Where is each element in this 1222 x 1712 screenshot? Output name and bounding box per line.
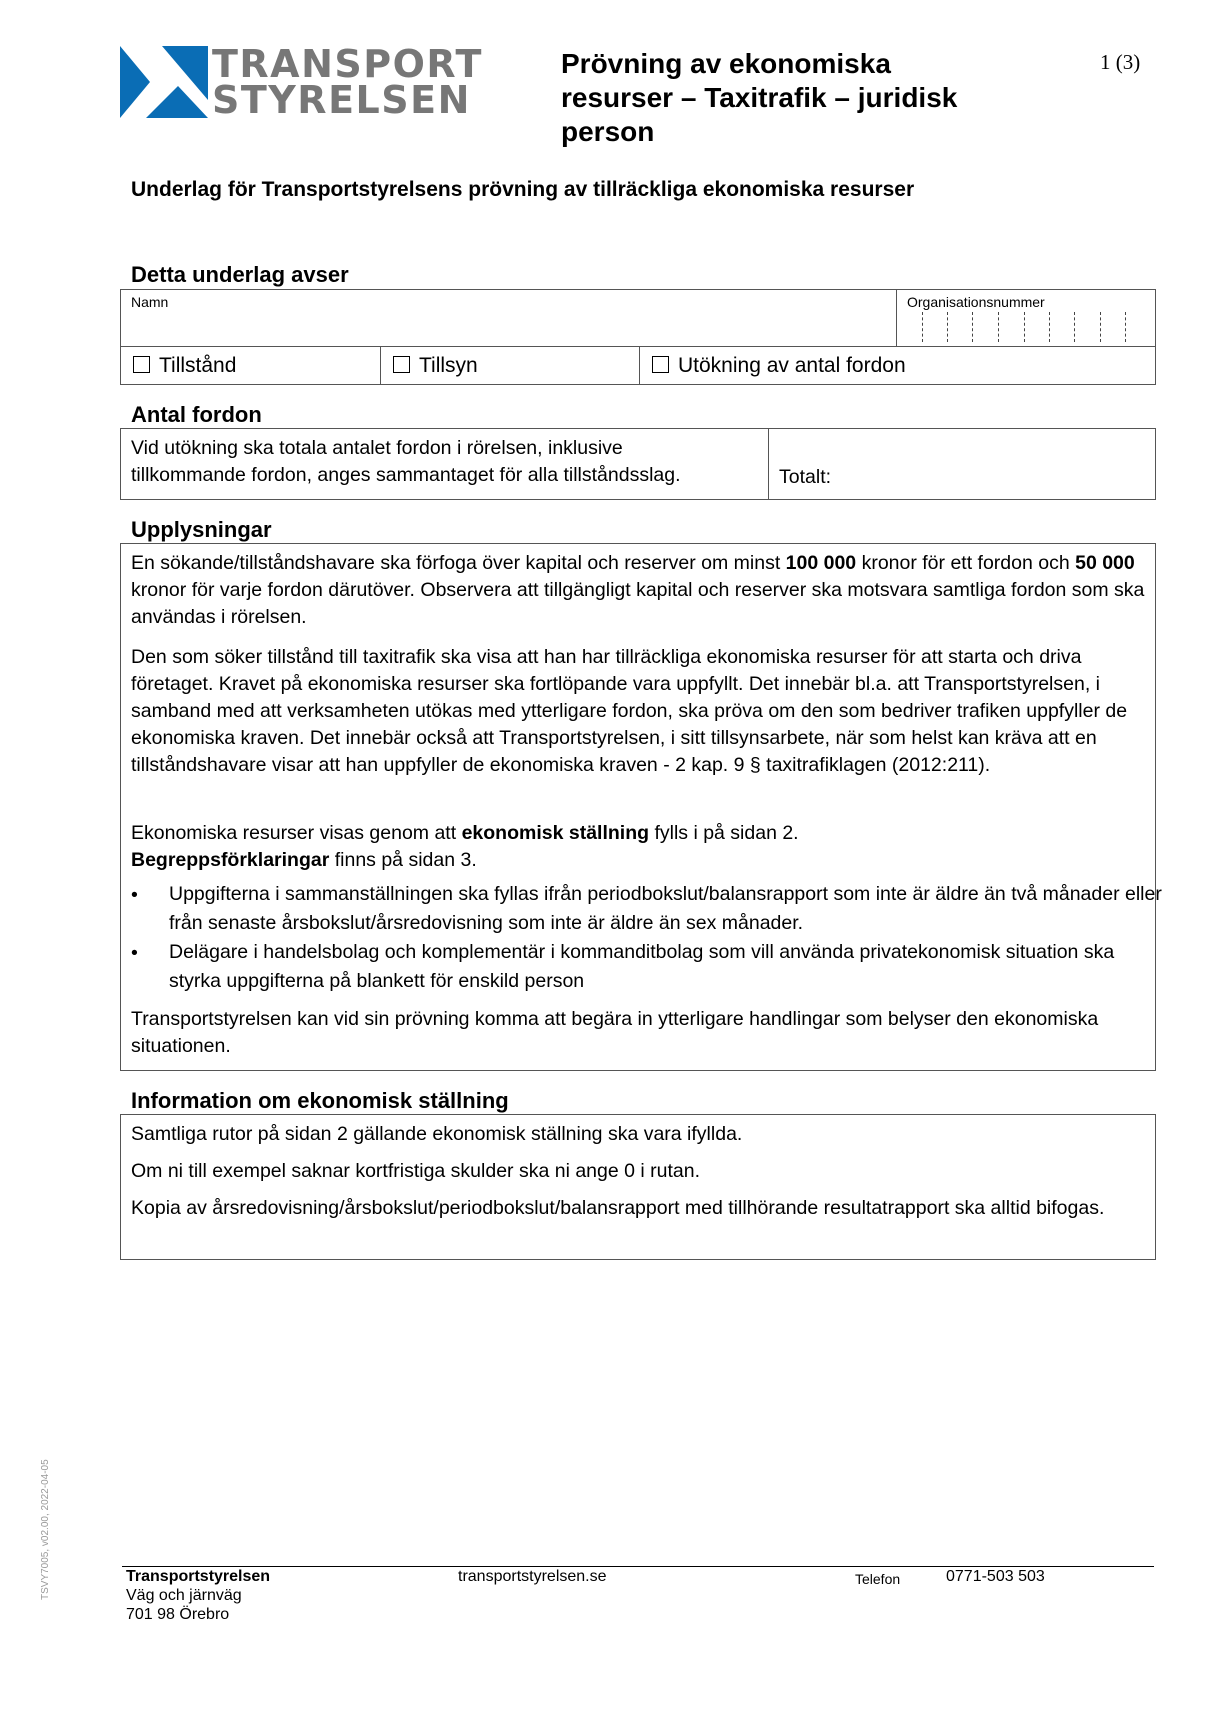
info-box: [120, 1114, 1156, 1260]
text-span: kronor för varje fordon därutöver. Observera att tillgängligt kapital och reserver ska motsvara samtliga fordon som ska användas i rörelsen.: [131, 579, 1145, 628]
total-field[interactable]: [779, 466, 831, 489]
bullet-item: Uppgifterna i sammanställningen ska fyllas ifrån periodbokslut/balansrapport som inte är äldre än två månader eller från senaste årsbokslut/årsredovisning som inte är äldre än sex månader.: [169, 883, 1162, 934]
amount-additional-vehicle: 50 000: [1075, 552, 1135, 574]
bullet-item: Delägare i handelsbolag och komplementär i kommanditbolag som vill använda privatekonomisk situation ska styrka uppgifterna på blankett för enskild person: [169, 941, 1115, 992]
document-title: [561, 47, 1031, 149]
name-label: Namn: [131, 294, 169, 310]
upplysningar-box: [120, 543, 1162, 1071]
bullet-icon: •: [131, 942, 138, 964]
footer-phone-label: Telefon: [855, 1571, 901, 1587]
transportstyrelsen-logo: [120, 42, 483, 122]
antal-fordon-instructions: [131, 435, 731, 489]
document-subtitle: Underlag för Transportstyrelsens prövning av tillräckliga ekonomiska resurser: [131, 178, 915, 201]
name-field[interactable]: [121, 290, 897, 346]
total-label: Totalt:: [779, 466, 832, 488]
title-line: resurser – Taxitrafik – juridisk: [561, 82, 958, 113]
logo-triangle-bottom: [146, 86, 208, 118]
footer-phone: 0771-503 503: [946, 1568, 1045, 1585]
checkbox-tillstand[interactable]: [121, 347, 380, 384]
form-version-code: TSVY7005, v02.00, 2022-04-05: [40, 1459, 51, 1600]
org-digit-divider: [1024, 312, 1025, 342]
org-number-label: Organisationsnummer: [907, 294, 1045, 310]
checkbox-icon[interactable]: [652, 356, 669, 373]
section-title-info: Information om ekonomisk ställning: [131, 1088, 509, 1113]
checkbox-icon[interactable]: [133, 356, 150, 373]
footer-divider: [122, 1566, 1154, 1567]
logo-mark-icon: [120, 46, 208, 118]
org-digit-divider: [947, 312, 948, 342]
org-digit-divider: [1125, 312, 1126, 342]
upplysningar-paragraph-2: Den som söker tillstånd till taxitrafik ska visa att han har tillräckliga ekonomiska resurser för att starta och driva företaget. Kravet på ekonomiska resurser ska fortlöpande vara uppfyllt. Det innebär bl.a. att Transportstyrelsen, i samband med att verksamheten utökas med ytterligare fordon, ska pröva om den som bedriver trafiken uppfyller de ekonomiska kraven. Det innebär också att Transportstyrelsen, i sitt tillsynsarbete, när som helst kan kräva att en tillståndshavare visar att han uppfyller de ekonomiska kraven - 2 kap. 9 § taxitrafiklagen (2012:211).: [131, 646, 1128, 776]
amount-one-vehicle: 100 000: [785, 552, 857, 574]
text-span: kronor för ett fordon och: [856, 552, 1076, 574]
org-digit-divider: [1074, 312, 1075, 342]
org-digit-divider: [1100, 312, 1101, 342]
info-paragraph: Samtliga rutor på sidan 2 gällande ekonomisk ställning ska vara ifyllda.: [131, 1123, 743, 1145]
footer-website-link[interactable]: transportstyrelsen.se: [458, 1568, 607, 1585]
checkbox-label: Utökning av antal fordon: [678, 354, 906, 377]
page-number: 1 (3): [1100, 50, 1141, 74]
logo-triangle-left: [120, 46, 150, 118]
text-span: fylls i på sidan 2.: [649, 822, 799, 844]
org-digit-divider: [998, 312, 999, 342]
logo-text-line1: TRANSPORT: [212, 42, 483, 86]
title-line: person: [561, 116, 655, 147]
checkbox-icon[interactable]: [393, 356, 410, 373]
upplysningar-paragraph-1: [131, 550, 1147, 631]
org-digit-divider: [922, 312, 923, 342]
section-title-avser: Detta underlag avser: [131, 262, 349, 287]
cell-divider: [768, 429, 769, 499]
avser-box: [120, 289, 1156, 385]
text-span: Ekonomiska resurser visas genom att: [131, 822, 462, 844]
info-paragraph: Kopia av årsredovisning/årsbokslut/periodbokslut/balansrapport med tillhörande resultatrapport ska alltid bifogas.: [131, 1197, 1105, 1219]
checkbox-label: Tillsyn: [419, 354, 478, 377]
bullet-icon: •: [131, 884, 138, 906]
org-number-field[interactable]: [897, 290, 1155, 346]
text-span: En sökande/tillståndshavare ska förfoga över kapital och reserver om minst: [131, 552, 786, 574]
section-title-upplysningar: Upplysningar: [131, 517, 272, 542]
footer-department: Väg och järnväg: [126, 1587, 242, 1604]
antal-fordon-box: [120, 428, 1156, 500]
section-title-antal-fordon: Antal fordon: [131, 402, 262, 427]
logo-text-line2: STYRELSEN: [212, 78, 471, 122]
checkbox-label: Tillstånd: [159, 354, 237, 377]
bold-term: Begreppsförklaringar: [131, 849, 330, 871]
info-paragraph: Om ni till exempel saknar kortfristiga skulder ska ni ange 0 i rutan.: [131, 1160, 700, 1182]
title-line: Prövning av ekonomiska: [561, 48, 891, 79]
checkbox-tillsyn[interactable]: [380, 347, 639, 384]
type-checkbox-row: [121, 346, 1155, 384]
org-digit-divider: [1049, 312, 1050, 342]
bold-term: ekonomisk ställning: [461, 822, 650, 844]
checkbox-utokning[interactable]: [639, 347, 1155, 384]
footer-address: 701 98 Örebro: [126, 1606, 230, 1623]
text-span: finns på sidan 3.: [329, 849, 477, 871]
instruction-line: tillkommande fordon, anges sammantaget för alla tillståndsslag.: [131, 464, 681, 486]
instruction-line: Vid utökning ska totala antalet fordon i rörelsen, inklusive: [131, 437, 623, 459]
logo-triangle-top: [162, 46, 208, 100]
org-digit-divider: [972, 312, 973, 342]
footer-org-name: Transportstyrelsen: [126, 1568, 271, 1585]
upplysningar-paragraph-3: [131, 820, 1147, 874]
upplysningar-paragraph-4: Transportstyrelsen kan vid sin prövning komma att begära in ytterligare handlingar som belyser den ekonomiska situationen.: [131, 1008, 1099, 1057]
